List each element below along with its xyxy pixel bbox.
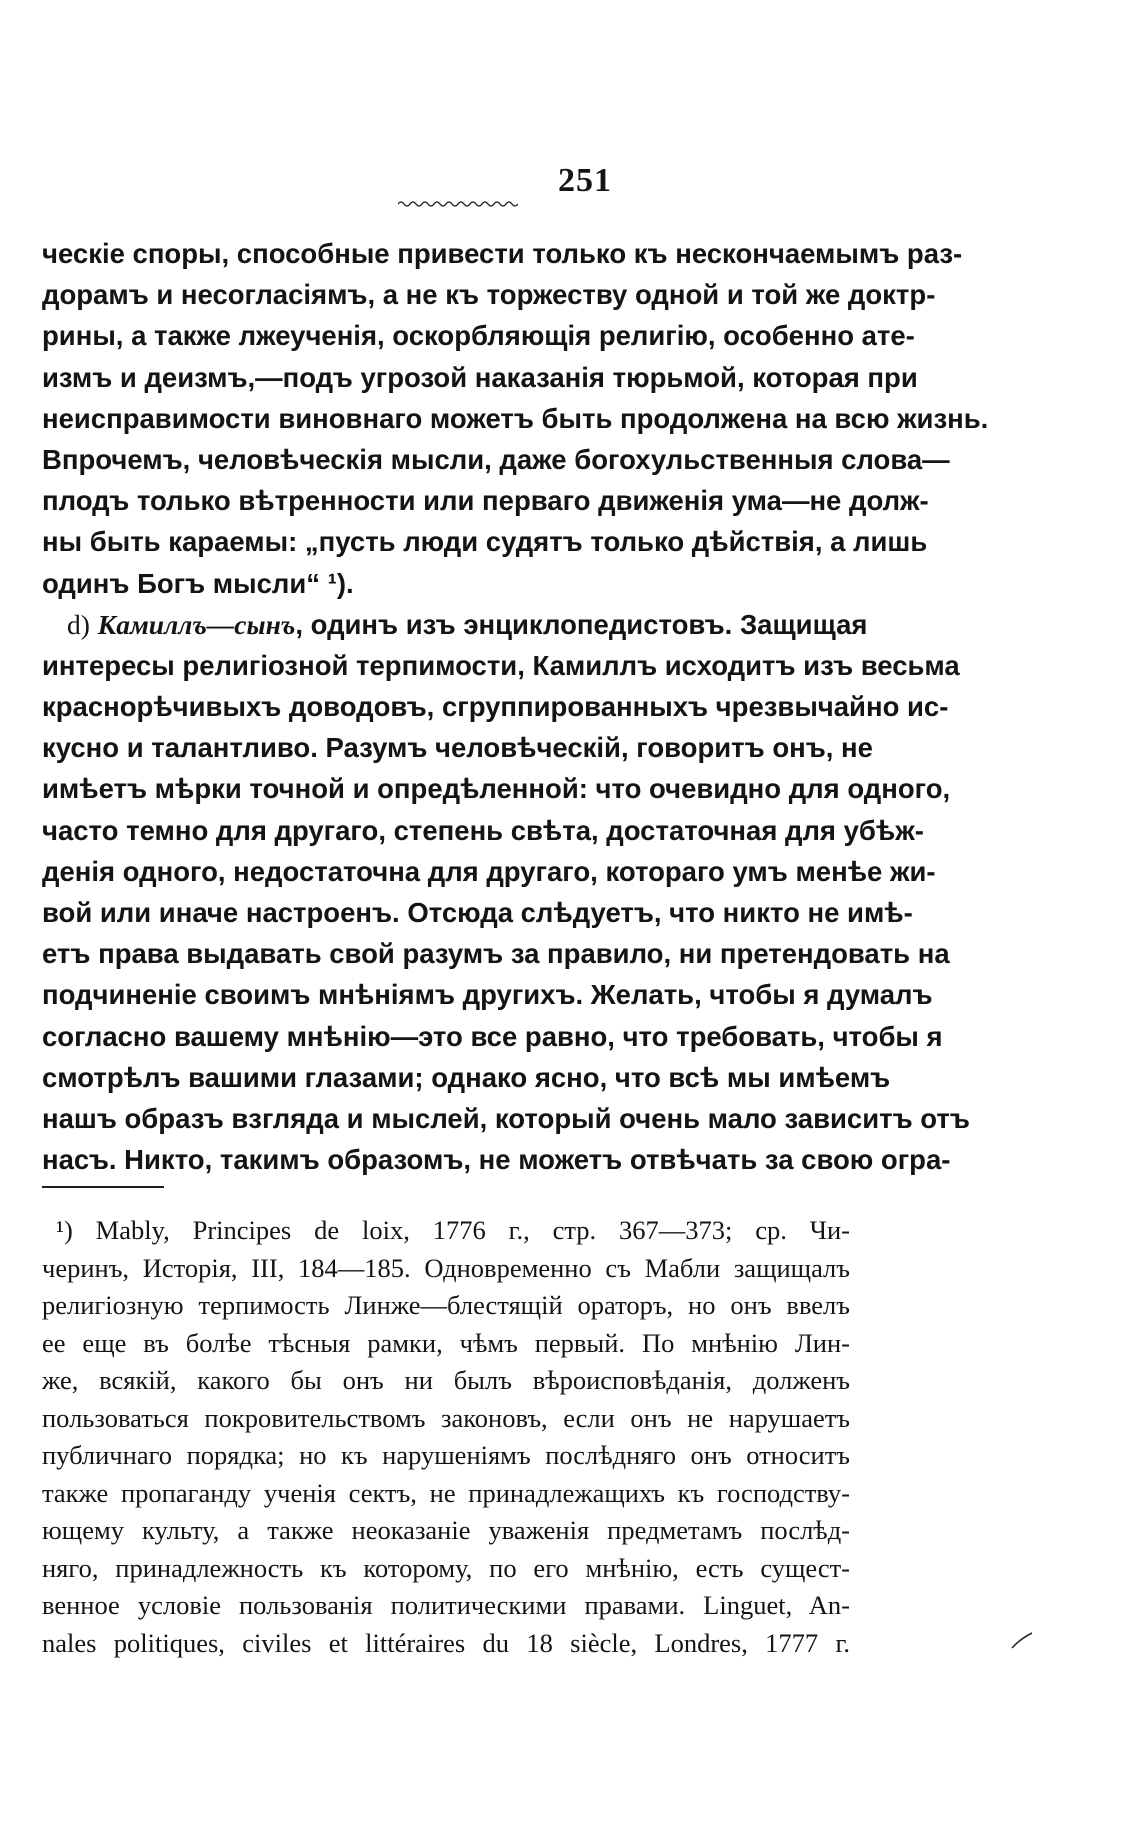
body-line: подчиненіе своимъ мнѣніямъ другихъ. Желать, чтобы я думалъ bbox=[42, 979, 933, 1011]
body-line: кусно и талантливо. Разумъ человѣческій, говоритъ онъ, не bbox=[42, 732, 873, 764]
footnote-first-line bbox=[42, 1212, 850, 1250]
body-line: согласно вашему мнѣнію—это все равно, что требовать, чтобы я bbox=[42, 1020, 943, 1052]
footnote bbox=[42, 1212, 850, 1662]
footnote-marker: ¹) bbox=[56, 1215, 73, 1245]
section-marker: d) bbox=[67, 608, 90, 640]
footnote-line: пользоваться покровительствомъ законовъ, если онъ не нарушаетъ bbox=[42, 1402, 850, 1433]
body-line: дорамъ и несогласіямъ, а не къ торжеству одной и той же доктр- bbox=[42, 279, 936, 311]
body-line: интересы религіозной терпимости, Камиллъ исходитъ изъ весьма bbox=[42, 649, 960, 681]
footnote-line: няго, принадлежность къ которому, по его мнѣнію, есть сущест- bbox=[42, 1552, 850, 1583]
body-line: насъ. Никто, такимъ образомъ, не можетъ отвѣчать за свою огра- bbox=[42, 1144, 951, 1176]
stray-ink-mark bbox=[1010, 1630, 1034, 1650]
footnote-line: черинъ, Исторія, III, 184—185. Одновременно съ Мабли защищалъ bbox=[42, 1252, 850, 1283]
body-line: Впрочемъ, человѣческія мысли, даже богохульственныя слова— bbox=[42, 443, 950, 475]
body-line: имѣетъ мѣрки точной и опредѣленной: что очевидно для одного, bbox=[42, 773, 951, 805]
body-line: нашъ образъ взгляда и мыслей, который очень мало зависитъ отъ bbox=[42, 1102, 970, 1134]
footnote-line: венное условіе пользованія политическими правами. Linguet, An- bbox=[42, 1590, 850, 1620]
body-line: часто темно для другаго, степень свѣта, достаточная для убѣж- bbox=[42, 814, 924, 846]
body-line: ны быть караемы: „пусть люди судятъ только дѣйствія, а лишь bbox=[42, 526, 928, 558]
footnote-first-text: Mably, Principes de loix, 1776 г., стр. 367—373; ср. Чи- bbox=[95, 1215, 850, 1245]
footnote-divider bbox=[42, 1186, 164, 1188]
page-number-wavy-underline bbox=[398, 199, 518, 209]
footnote-line: ющему культу, а также неоказаніе уваженія предметамъ послѣд- bbox=[42, 1515, 850, 1545]
footnote-line: религіозную терпимость Линже—блестящій ораторъ, но онъ ввелъ bbox=[42, 1290, 850, 1320]
footnote-line: публичнаго порядка; но къ нарушеніямъ послѣдняго онъ относитъ bbox=[42, 1440, 850, 1470]
body-line: одинъ Богъ мысли“ ¹). bbox=[42, 567, 354, 599]
footnote-line: же, всякій, какого бы онъ ни былъ вѣроисповѣданія, долженъ bbox=[42, 1365, 850, 1395]
main-text bbox=[42, 233, 989, 1180]
body-line: неисправимости виновнаго можетъ быть продолжена на всю жизнь. bbox=[42, 402, 989, 434]
section-title: Камиллъ—сынъ bbox=[97, 608, 296, 640]
footnote-line: nales politiques, civiles et littéraires du 18 siècle, Londres, 1777 г. bbox=[42, 1627, 850, 1658]
footnote-line: также пропаганду ученія сектъ, не принадлежащихъ къ господству- bbox=[42, 1477, 850, 1508]
body-line: краснорѣчивыхъ доводовъ, сгруппированныхъ чрезвычайно ис- bbox=[42, 691, 949, 723]
body-line: вой или иначе настроенъ. Отсюда слѣдуетъ, что никто не имѣ- bbox=[42, 897, 913, 928]
body-line: етъ права выдавать свой разумъ за правило, ни претендовать на bbox=[42, 938, 950, 970]
body-line: плодъ только вѣтренности или перваго движенія ума—не долж- bbox=[42, 485, 929, 517]
section-first-line-rest: , одинъ изъ энциклопедистовъ. Защищая bbox=[295, 608, 868, 640]
footnote-line: ее еще въ болѣе тѣсныя рамки, чѣмъ первый. По мнѣнію Лин- bbox=[42, 1327, 850, 1358]
body-line: смотрѣлъ вашими глазами; однако ясно, что всѣ мы имѣемъ bbox=[42, 1061, 891, 1093]
page-number: 251 bbox=[558, 162, 612, 199]
body-line: измъ и деизмъ,—подъ угрозой наказанія тюрьмой, которая при bbox=[42, 361, 918, 393]
body-line: денія одного, недостаточна для другаго, котораго умъ менѣе жи- bbox=[42, 855, 936, 887]
section-d-first-line bbox=[42, 604, 868, 645]
body-line: рины, а также лжеученія, оскорбляющія религію, особенно ате- bbox=[42, 320, 915, 352]
body-line: ческіе споры, способные привести только къ нескончаемымъ раз- bbox=[42, 238, 963, 269]
